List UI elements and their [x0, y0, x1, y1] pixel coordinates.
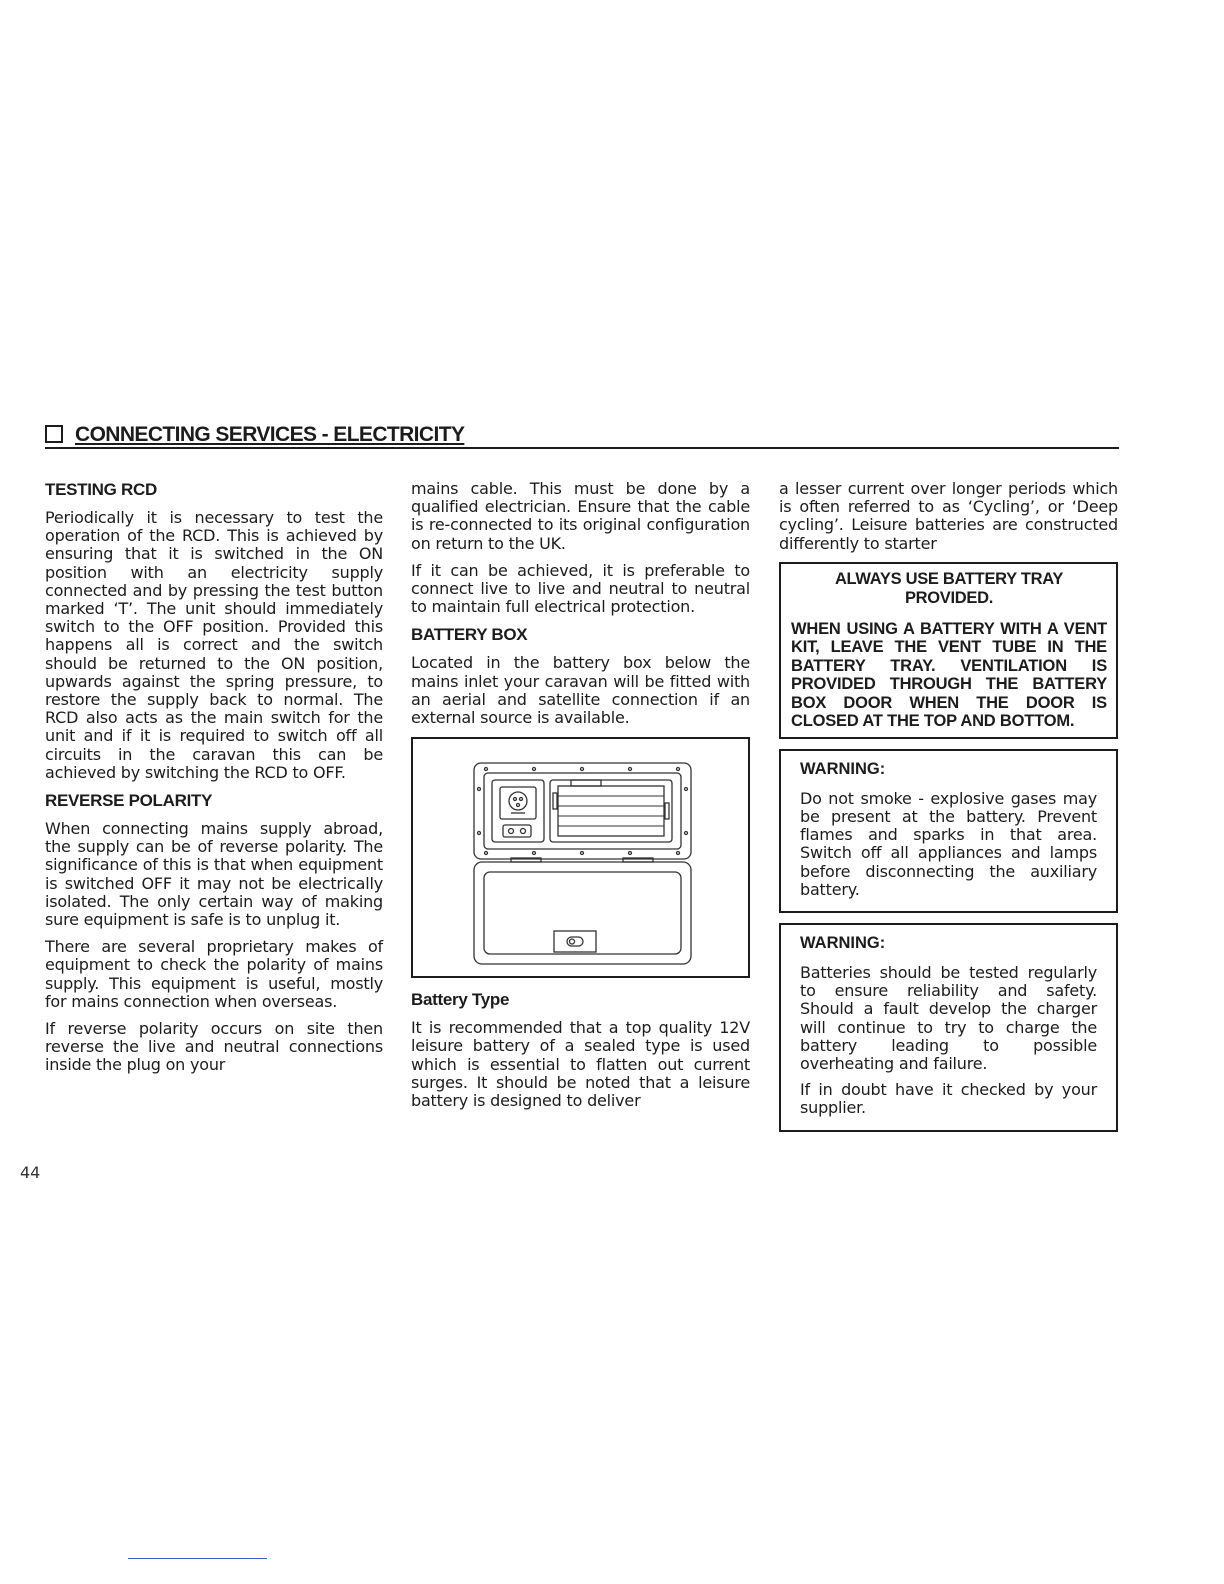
decorative-rule: [128, 1558, 267, 1559]
notice-heading: ALWAYS USE BATTERY TRAY PROVIDED.: [834, 569, 1064, 607]
battery-type-text: It is recommended that a top quality 12V leisure battery of a sealed type is used which is essential to flatten out current surges. It should be noted that a leisure battery is designed to deliver: [411, 1018, 750, 1111]
page-number: 44: [20, 1163, 41, 1182]
testing-rcd-text: Periodically it is necessary to test the operation of the RCD. This is achieved by ensuring that it is switched in the ON position with an electricity supply connected and by pressing the test button marked ‘T’. The unit should immediately switch to the OFF position. Provided this happens all is correct and the switch should be returned to the ON position, upwards against the spring pressure, to restore the supply back to normal. The RCD also acts as the main switch for the unit and if it is required to switch off all circuits in the caravan this can be achieved by switching the RCD to OFF.: [45, 508, 383, 782]
continuation-paragraph-1: mains cable. This must be done by a qualified electrician. Ensure that the cable is re-connected to its original configuration on return to the UK.: [411, 479, 750, 553]
battery-type-heading: Battery Type: [411, 990, 510, 1010]
tray-clip: [571, 780, 601, 786]
battery-tray-notice: [779, 562, 1118, 739]
column-right: [779, 480, 1118, 1142]
warning-title: WARNING:: [800, 759, 886, 778]
warning-text: If in doubt have it checked by your supplier.: [800, 1080, 1097, 1118]
column-middle: [411, 480, 750, 1119]
battery-box-door: [474, 862, 691, 964]
reverse-polarity-heading: REVERSE POLARITY: [45, 791, 213, 811]
battery-tray-inner: [558, 786, 664, 836]
battery-tray: [550, 780, 672, 842]
mains-socket-icon: [509, 792, 527, 810]
continuation-paragraph-2: If it can be achieved, it is preferable to connect live to live and neutral to neutral to maintain full electrical protection.: [411, 560, 750, 617]
battery-box-text: Located in the battery box below the mains inlet your caravan will be fitted with an aerial and satellite connection if an external source is available.: [411, 653, 750, 728]
page-title: CONNECTING SERVICES - ELECTRICITY: [75, 423, 465, 446]
reverse-polarity-paragraph-2: There are several proprietary makes of equipment to check the polarity of mains supply. This equipment is useful, mostly for mains connection when overseas.: [45, 937, 383, 1011]
reverse-polarity-paragraph-3: If reverse polarity occurs on site then reverse the live and neutral connections inside the plug on your: [45, 1019, 383, 1075]
battery-box-drawing: [413, 739, 748, 976]
reverse-polarity-paragraph-1: When connecting mains supply abroad, the supply can be of reverse polarity. The significance of this is that when equipment is switched OFF it may not be electrically isolated. The only certain way of making sure equipment is safe is to unplug it.: [45, 819, 383, 930]
warning-text: Do not smoke - explosive gases may be present at the battery. Prevent flames and sparks in that area. Switch off all appliances and lamps before disconnecting the auxiliary battery.: [800, 788, 1097, 899]
upper-frame: [474, 763, 691, 859]
battery-box-illustration: [411, 737, 750, 978]
checkbox-square-icon: [45, 425, 63, 443]
battery-box-heading: BATTERY BOX: [411, 625, 528, 645]
warning-box-smoking: [779, 749, 1118, 913]
section-header: [45, 423, 1119, 449]
warning-title: WARNING:: [800, 934, 886, 953]
warning-box-testing: [779, 923, 1118, 1132]
aerial-sockets: [503, 825, 531, 837]
column-left: [45, 480, 383, 1084]
notice-body: WHEN USING A BATTERY WITH A VENT KIT, LEAVE THE VENT TUBE IN THE BATTERY TRAY. VENTILATION IS PROVIDED THROUGH THE BATTERY BOX DOOR WHEN THE DOOR IS CLOSED AT THE TOP AND BOTTOM.: [791, 619, 1107, 731]
warning-text: Batteries should be tested regularly to ensure reliability and safety. Should a fault develop the charger will continue to try to charge the battery leading to possible overheating and failure.: [800, 963, 1097, 1074]
testing-rcd-heading: TESTING RCD: [45, 480, 157, 499]
continuation-text: a lesser current over longer periods which is often referred to as ‘Cycling’, or ‘Deep cycling’. Leisure batteries are constructed differently to starter: [779, 479, 1118, 553]
